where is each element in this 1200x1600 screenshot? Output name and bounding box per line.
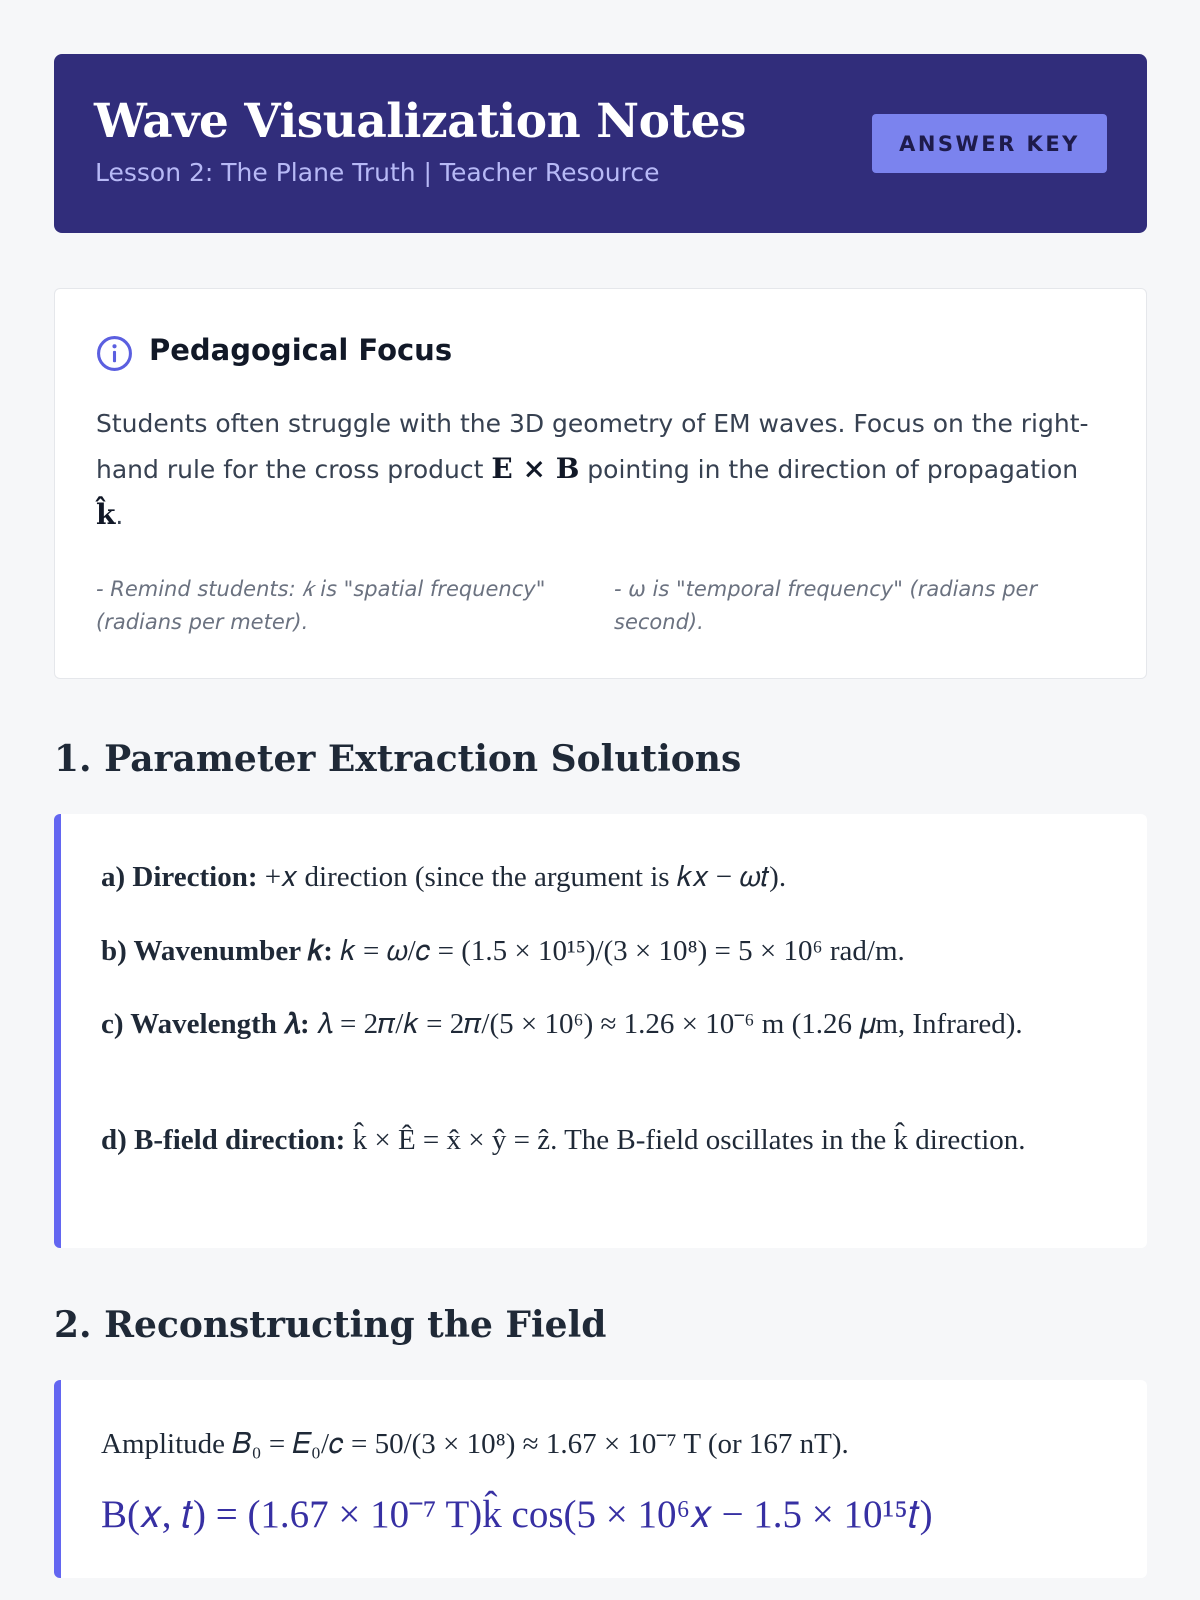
page-header	[54, 54, 1147, 233]
page-title: Wave Visualization Notes	[94, 94, 746, 149]
pedagogical-focus-card	[54, 288, 1147, 679]
info-icon	[96, 335, 133, 372]
solution-item-direction: a) Direction: +𝑥 direction (since the argument is 𝑘𝑥 − 𝜔𝑡).	[101, 861, 787, 893]
parameter-solutions-card	[54, 814, 1147, 1248]
solution-item-wavelength: c) Wavelength 𝜆: 𝜆 = 2𝜋/𝑘 = 2𝜋/(5 × 10⁶) ≈ 1.26 × 10⁻⁶ m (1.26 𝜇m, Infrared).	[101, 1008, 1023, 1040]
cross-product-math: E × B	[491, 452, 580, 485]
b-field-equation: B(𝑥, 𝑡) = (1.67 × 10⁻⁷ T)k̂ cos(5 × 10⁶𝑥 − 1.5 × 10¹⁵𝑡)	[101, 1493, 933, 1536]
amplitude-line: Amplitude 𝐵₀ = 𝐸₀/𝑐 = 50/(3 × 10⁸) ≈ 1.67 × 10⁻⁷ T (or 167 nT).	[101, 1428, 849, 1460]
field-reconstruction-card	[54, 1380, 1147, 1578]
solution-item-wavenumber: b) Wavenumber 𝑘: 𝑘 = 𝜔/𝑐 = (1.5 × 10¹⁵)/(3 × 10⁸) = 5 × 10⁶ rad/m.	[101, 935, 905, 967]
note-spatial-frequency: - Remind students: 𝑘 is "spatial frequency" (radians per meter).	[96, 577, 546, 634]
focus-title: Pedagogical Focus	[149, 333, 453, 367]
note-temporal-frequency: - ω is "temporal frequency" (radians per second).	[614, 577, 1038, 634]
solution-item-b-field-direction: d) B-field direction: k̂ × Ê = x̂ × ŷ = ẑ. The B-field oscillates in the k̂ direction.	[101, 1124, 1026, 1156]
section-title-parameter-extraction: 1. Parameter Extraction Solutions	[54, 738, 742, 780]
answer-key-badge: ANSWER KEY	[872, 114, 1107, 173]
page-subtitle: Lesson 2: The Plane Truth | Teacher Resource	[95, 158, 660, 187]
k-hat-math: k̂	[96, 498, 116, 531]
section-title-reconstructing-field: 2. Reconstructing the Field	[54, 1304, 607, 1346]
focus-text: Students often struggle with the 3D geometry of EM waves. Focus on the right-hand rule for the cross product E × B pointing in the direction of propagation k̂.	[96, 409, 1089, 531]
